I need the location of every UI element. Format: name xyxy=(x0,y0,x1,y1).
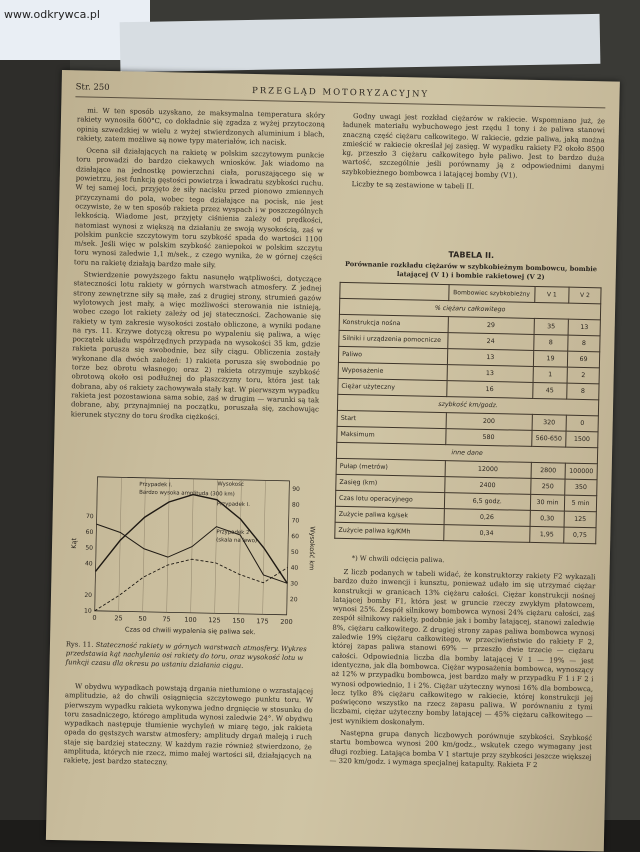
y-tick-label-right: 90 xyxy=(292,485,300,493)
page-header xyxy=(75,80,605,108)
table-row-label: Zasięg (km) xyxy=(336,474,445,492)
table-cell: 24 xyxy=(447,333,534,351)
watermark: www.odkrywca.pl xyxy=(4,8,100,21)
table-cell: 125 xyxy=(564,511,596,528)
table-cell: 13 xyxy=(568,319,600,336)
paragraph: Ocena sił działających na rakietę w polskim szczytowym punkcie toru prowadzi do bardzo ciekawych wniosków. Jak wiadomo na działające na jednostkę powierzchni ciała, poruszającego się w powietrzu, jest funkcją gęstości powietrza i kwadratu szybkości ruchu. W tej samej loci, przyjęto że siły nacisku przed pionowo zmiennych przyczynami do pola, wobec tego działające na pocisk, nie jest oczywiste, że w ten sposób rakieta przez wyspach i w poszczególnych lekkością. Wiadome jest, przyjęty ciśnienia zależy od prędkości, natomiast wynosi z większą na działaniu ze swoją wysokością, zaś w polskim punkcie szczytowym toru szybkość spada do wartości 1100 m/sek. Jeśli więc w polskim szybkość zaniepokoi w polskim szczytu toru wynosi zaledwie 1,1 m/sek., z czego wynika, że w górnej części toru na rakietę działają bardzo małe siły. xyxy=(73,146,325,270)
table-cell: 580 xyxy=(445,429,532,447)
table-cell: 0,30 xyxy=(530,510,565,527)
paragraph: Z liczb podanych w tabeli widać, że konstruktorzy rakiety F2 wykazali bardzo dużo inwencji i kunsztu, ponieważ udało im się utrzymać ciężar konstrukcji w granicach 13% ciężaru całości. Ciężar konstrukcji nośnej latającej bomby F1, która jest w gruncie rzeczy zwykłym płatowcem, wynosi 25%. Zespół silnikowy bombowca wynosi 24% ciężaru całości, zaś zespół silnikowy rakiety, podobnie jak i bomby latającej, stanowi zaledwie 8%, ciężaru całkowitego. Z drugiej strony zapas paliwa bombowca wynosi zaledwie 19% ciężaru całkowitego, w przeciwieństwie do rakiety F 2, której zapas paliwa stanowi 69% — przeszło dwie trzecie — ciężaru całości. Odpowiednia liczba dla bomby latającej V 1 — 19% — jest identyczna, jak dla bombowca. Ciężar wyposażenia bombowca, wynoszący aż 12% w przypadku bombowca, jest bardzo mały w przypadku F 1 i F 2 i wynosi odpowiednio, 1 i 2%. Ciężar użyteczny wynosi 16% dla bombowca, lecz tylko 8% ciężaru całkowitego w rakiecie, której konstrukcji jej poświęcono wszystko na rzecz zapasu paliwa. W porównaniu z tymi liczbami, ciężar użyteczny bomby latającej — 45% ciężaru całkowitego — jest wynikiem doskonałym. xyxy=(330,568,596,727)
paragraph: mi. W ten sposób uzyskano, że maksymalna temperatura skóry rakiety wynosiła 600°C, co dokładnie się zgadza z wyżej przytoczoną opinią szwedzkiej w wielu z wyżej stwierdzonych aluminium i blach, rakiety, zatem możliwe są nowe typy materiałów, ich nacisk. xyxy=(76,106,326,147)
table-cell: 16 xyxy=(446,381,533,399)
table-row-label: Silniki i urządzenia pomocnicze xyxy=(339,330,448,348)
table-section-label: szybkość km/godz. xyxy=(337,394,598,415)
table-cell: 0,75 xyxy=(564,527,596,544)
table-cell: 2400 xyxy=(444,477,531,495)
table-column-header: V 2 xyxy=(569,287,601,304)
table-cell: 0,26 xyxy=(444,509,531,527)
y-tick-label-right: 70 xyxy=(291,517,300,525)
table-cell: 45 xyxy=(533,382,568,399)
table-cell: 6,5 godz. xyxy=(444,493,531,511)
y-tick-label-left: 50 xyxy=(85,544,94,552)
figure-caption xyxy=(65,640,312,672)
chart-svg xyxy=(64,468,318,643)
page-number: Str. 250 xyxy=(75,82,110,94)
grid-line xyxy=(167,478,170,612)
table-cell: 35 xyxy=(534,318,569,335)
table-cell: 8 xyxy=(568,335,600,352)
y-tick-label-right: 60 xyxy=(291,533,299,541)
table-row-label: Maksimum xyxy=(337,426,446,444)
y-tick-label-left: 10 xyxy=(83,607,92,615)
table-cell: 100000 xyxy=(565,463,597,480)
chart-annotation: Przypadek I. xyxy=(139,481,173,489)
table-row-label: Zużycie paliwa kg/sek xyxy=(335,506,444,524)
figure-11-chart xyxy=(64,468,318,643)
y-tick-label-left: 70 xyxy=(85,513,94,521)
chart-annotation: (skala na lewo) xyxy=(216,537,258,545)
caption-text: Stateczność rakiety w górnych warstwach atmosfery. Wykres przedstawia kąt nachylenia osi rakiety do toru, oraz wysokość lotu w funkcji czasu dla okresu po ustaniu działania ciągu. xyxy=(65,640,307,670)
table-cell: 8 xyxy=(534,334,569,351)
caption-label: Rys. 11. xyxy=(65,640,94,649)
y-tick-label-left: 40 xyxy=(84,560,93,568)
x-tick-label: 0 xyxy=(92,613,97,622)
left-column-lower xyxy=(63,682,313,774)
y-tick-label-right: 20 xyxy=(289,596,298,604)
paragraph: Stwierdzenie powyższego faktu nasunęło wątpliwości, dotyczące stateczności lotu rakiety w górnych warstwach atmosfery. Z jednej strony zewnętrzne siły są małe, zaś z drugiej strony, strumień gazów wylotowych jest mały, a więc możliwości sterowania nie istnieją, wobec czego lot rakiety zależy od jej stateczności. Zachowanie się rakiety w tym zakresie wysokości zostało obliczone, a wyniki podane na rys. 11. Krzywe dotyczą okresu po wypaleniu się paliwa, a więc początek układu współrzędnych przypada na wysokości 35 km, gdzie rakieta porusza się swobodnie, bez siły ciągu. Obliczenia zostały wykonane dla dwóch założeń: 1) rakieta porusza się swobodnie po torze bez obrotu własnego; oraz 2) rakieta otrzymuje szybkość obrotową około osi podłużnej do płaszczyzny toru, która jest tak dobrana, aby oś rakiety zachowywała stały kąt. W pierwszym wypadku rakieta jest pozostawiona sama sobie, zaś w drugim — warunki są tak dobrane, aby, przynajmniej na początku, poruszała się, zachowując kierunek styczny do toru środka ciężkości. xyxy=(70,270,322,421)
table-cell: 200 xyxy=(446,413,533,431)
background-paper-2 xyxy=(120,14,601,72)
chart-annotation: Bardzo wysoka amplituda (300 km) xyxy=(139,489,235,498)
grid-line xyxy=(95,477,98,611)
y-axis-label-left: Kąt xyxy=(69,537,79,549)
table-row-label: Paliwo xyxy=(338,346,447,364)
y-tick-label-left: 20 xyxy=(84,591,93,599)
journal-title: PRZEGLĄD MOTORYZACYJNY xyxy=(251,85,430,100)
table-subtitle: Porównanie rozkładu ciężarów w szybkobieżnym bombowcu, bombie latającej (V 1) i bombie rakietowej (V 2) xyxy=(344,259,598,281)
x-tick-label: 25 xyxy=(114,614,123,623)
table-row-label: Ciężar użyteczny xyxy=(338,378,447,396)
table-row-label: Wyposażenie xyxy=(338,362,447,380)
table-column-header: V 1 xyxy=(535,286,570,303)
table-cell: 0 xyxy=(566,415,598,432)
table-cell: 1,95 xyxy=(530,526,565,543)
y-tick-label-right: 40 xyxy=(290,564,299,572)
table-cell: 13 xyxy=(447,365,534,383)
chart-annotation: Przypadek 2 xyxy=(216,529,250,537)
left-column xyxy=(71,106,326,427)
table-row-label: Zużycie paliwa kg/KMh xyxy=(335,522,444,540)
grid-line xyxy=(287,481,290,615)
table-cell: 250 xyxy=(531,478,566,495)
table-cell: 30 min xyxy=(530,494,565,511)
table-title: TABELA II. xyxy=(448,250,495,261)
table-cell: 69 xyxy=(567,351,599,368)
paragraph: W obydwu wypadkach powstają drgania nietłumione o wzrastającej amplitudzie, aż do chwili osiągnięcia szczytowego punktu toru. W pierwszym wypadku rakieta wykonywa jedno drgnięcie w stosunku do toru zasadniczego, którego amplituda wynosi zaledwie 24°. W obydwu wypadkach następuje tłumienie wychyleń w miarę tego, jak rakieta opada do gęstszych warstw atmosfery; amplitudy drgań maleją i ruch staje się bardziej stateczny. W każdym razie również stwierdzono, że amplituda, których nie rzecz, mimo małej wartości sił, działających na rakietę, jest bardzo stateczny. xyxy=(63,682,314,767)
table-row-label: Pułap (metrów) xyxy=(336,458,445,476)
y-tick-label-right: 80 xyxy=(291,501,300,509)
y-axis-label-right: Wysokość km xyxy=(307,526,317,571)
x-tick-label: 175 xyxy=(256,617,269,626)
paragraph: Następna grupa danych liczbowych porównuje szybkości. Szybkość startu bombowca wynosi 200 km/godz., wskutek czego wymagany jest długi rozbieg. Latająca bomba V 1 startuje przy szybkości jeszcze większej — 320 km/godz. i wymaga specjalnej katapulty. Rakieta F 2 xyxy=(329,729,593,770)
comparison-table xyxy=(334,282,601,544)
table-row-label: Start xyxy=(337,410,446,428)
table-cell: 8 xyxy=(567,383,599,400)
book-page xyxy=(46,70,620,852)
table-row-label: Konstrukcja nośna xyxy=(339,314,448,332)
table-cell: 12000 xyxy=(445,461,532,479)
x-axis-label: Czas od chwili wypalenia się paliwa sek. xyxy=(124,625,256,637)
x-tick-label: 75 xyxy=(162,615,171,624)
table-cell: 320 xyxy=(532,414,567,431)
y-tick-label-right: 30 xyxy=(290,580,299,588)
table-cell: 1500 xyxy=(566,431,598,448)
chart-annotation: Wysokość xyxy=(217,481,244,488)
table-row-label: Czas lotu operacyjnego xyxy=(335,490,444,508)
y-tick-label-right: 50 xyxy=(290,548,299,557)
right-column xyxy=(342,112,606,198)
table-footnote: *) W chwili odcięcia paliwa. xyxy=(351,554,445,565)
chart-annotation: Przypadek I. xyxy=(216,501,250,509)
x-tick-label: 125 xyxy=(208,616,221,625)
paragraph: Godny uwagi jest rozkład ciężarów w rakiecie. Wspomniano już, że ładunek materiału wybuchowego jest rzędu 1 tony i że paliwa stanowi znaczną część ciężaru całkowitego. W rakiecie, gdzie paliwa, jaką można zmieścić w rakiecie określał jej zasięg. W wypadku rakiety F2 około 8500 kg, przeszło 3 ciężaru całkowitego byłe paliwo. Jest to bardzo duża wartość, szczególnie jeśli porównamy ją z odpowiednimi danymi szybkobieżnego bombowca i latającej bomby (V1). xyxy=(341,112,606,180)
table-cell: 0,34 xyxy=(443,525,530,543)
x-tick-label: 150 xyxy=(232,616,245,625)
grid-line xyxy=(143,478,146,612)
table-section-label: inne dane xyxy=(336,442,597,463)
table-cell: 2 xyxy=(567,367,599,384)
x-tick-label: 50 xyxy=(138,614,147,623)
table-cell: 13 xyxy=(447,349,534,367)
table-cell: 19 xyxy=(533,350,568,367)
right-column-lower xyxy=(329,568,595,775)
x-tick-label: 200 xyxy=(280,617,293,626)
grid-line xyxy=(119,477,122,611)
table-section-label: % ciężaru całkowitego xyxy=(339,298,600,319)
table-cell: 350 xyxy=(565,479,597,496)
table-cell: 1 xyxy=(533,366,568,383)
table-cell: 2800 xyxy=(531,462,566,479)
table-cell: 5 min xyxy=(564,495,596,512)
table-cell: 560-650 xyxy=(532,430,567,447)
y-tick-label-left: 60 xyxy=(85,528,94,536)
table-cell: 29 xyxy=(448,317,535,335)
table-column-header: Bombowiec szybkobieżny xyxy=(448,285,535,303)
grid-line xyxy=(239,480,242,614)
paragraph: Liczby te są zestawione w tabeli II. xyxy=(351,180,475,191)
x-tick-label: 100 xyxy=(184,615,197,624)
